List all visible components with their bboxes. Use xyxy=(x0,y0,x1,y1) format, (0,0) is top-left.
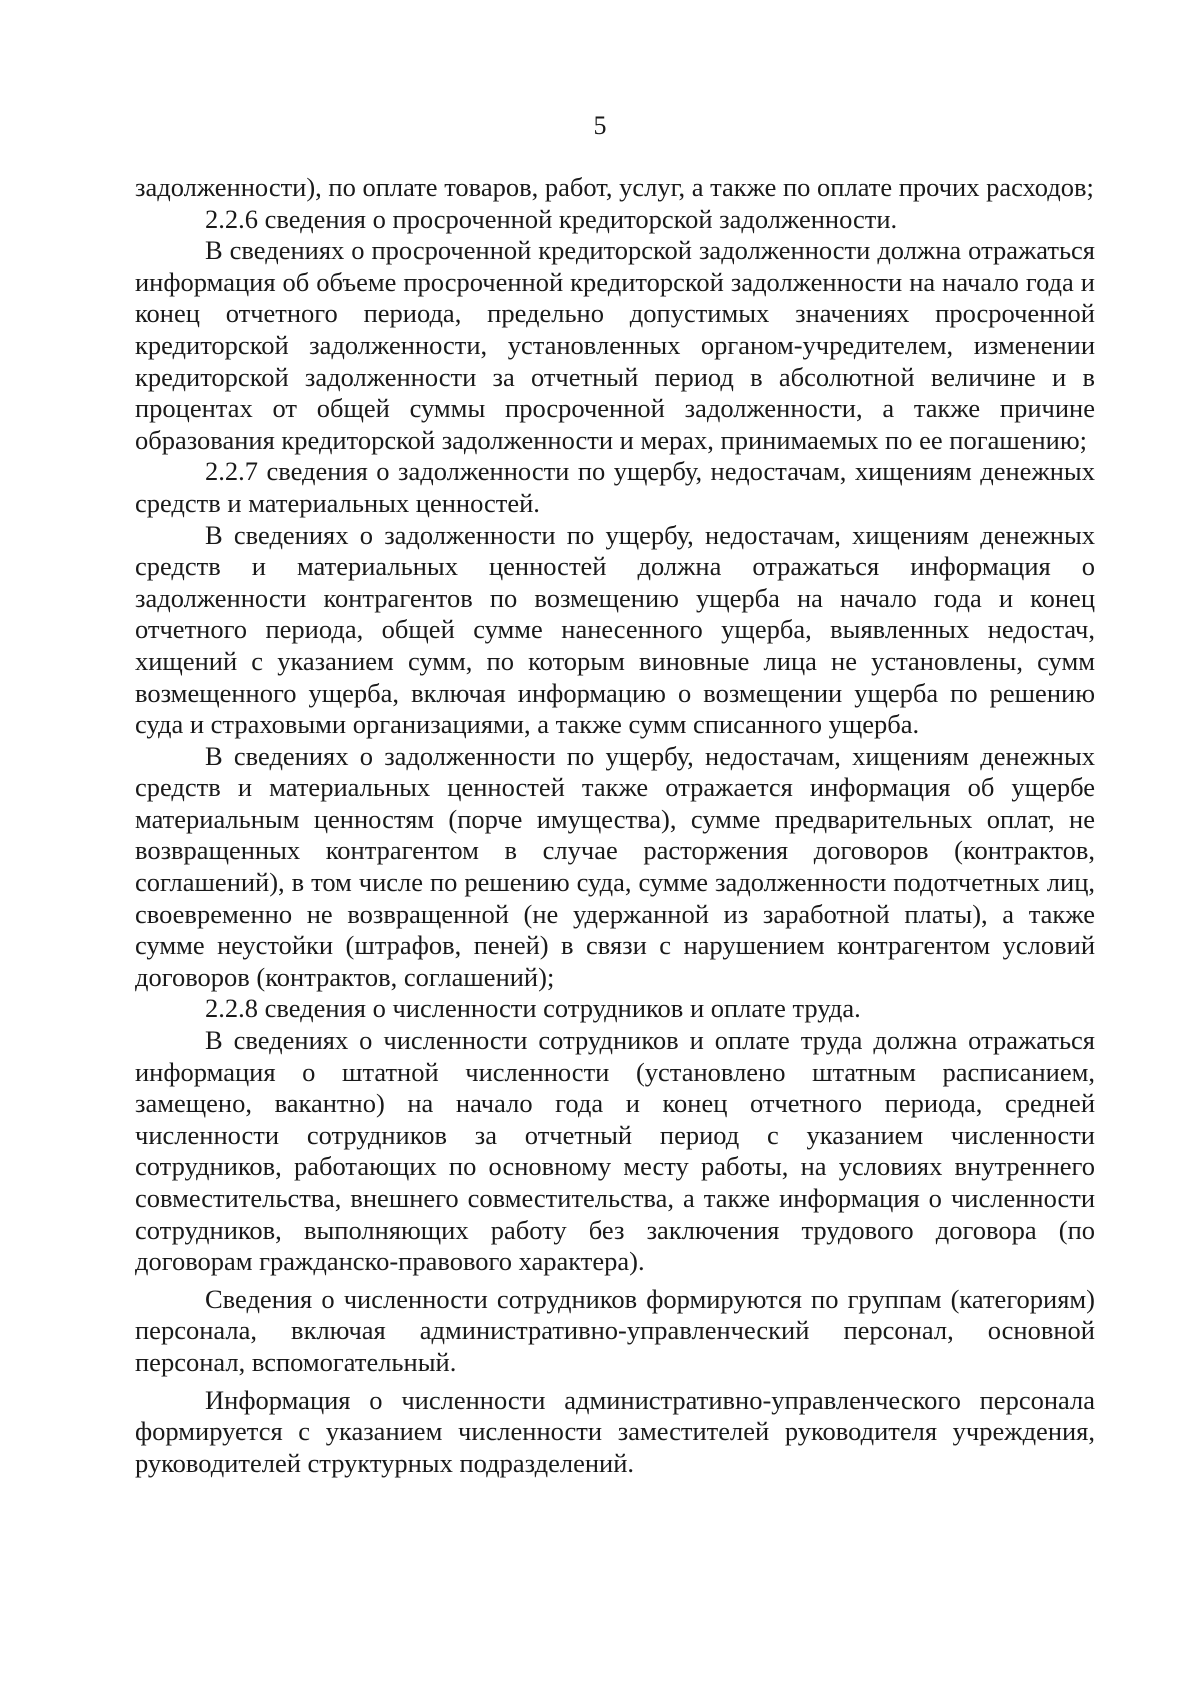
paragraph-heading-2-2-8: 2.2.8 сведения о численности сотрудников и оплате труда. xyxy=(205,993,861,1024)
page-number: 5 xyxy=(593,111,607,140)
paragraph-staff-groups: Сведения о численности сотрудников формируются по группам (категориям) персонала, включая административно-управленческий персонал, основной персонал, вспомогательный. xyxy=(135,1283,1095,1377)
paragraph-continuation: задолженности), по оплате товаров, работ, услуг, а также по оплате прочих расходов; xyxy=(135,172,1094,202)
paragraph-heading-2-2-6: 2.2.6 сведения о просроченной кредиторской задолженности. xyxy=(205,203,898,234)
paragraph-damage-debt-extra: В сведениях о задолженности по ущербу, недостачам, хищениям денежных средств и материальных ценностей также отражается информация об ущербе материальным ценностям (порче имущества), сумме предварительных оплат, не возвращенных контрагентом в случае расторжения договоров (контрактов, соглашений), в том числе по решению суда, сумме задолженности подотчетных лиц, своевременно не возвращенной (не удержанной из заработной платы), а также сумме неустойки (штрафов, пеней) в связи с нарушением контрагентом условий договоров (контрактов, соглашений); xyxy=(135,740,1095,992)
paragraph-damage-debt: В сведениях о задолженности по ущербу, недостачам, хищениям денежных средств и материальных ценностей должна отражаться информация о задолженности контрагентов по возмещению ущерба на начало года и конец отчетного периода, общей сумме нанесенного ущерба, выявленных недостач, хищений с указанием сумм, по которым виновные лица не установлены, сумм возмещенного ущерба, включая информацию о возмещении ущерба по решению суда и страховыми организациями, а также сумм списанного ущерба. xyxy=(135,519,1095,740)
paragraph-admin-staff: Информация о численности административно-управленческого персонала формируется с указанием численности заместителей руководителя учреждения, руководителей структурных подразделений. xyxy=(135,1384,1095,1478)
paragraph-overdue-payables: В сведениях о просроченной кредиторской задолженности должна отражаться информация об объеме просроченной кредиторской задолженности на начало года и конец отчетного периода, предельно допустимых значениях просроченной кредиторской задолженности, установленных органом-учредителем, изменении кредиторской задолженности за отчетный период в абсолютной величине и в процентах от общей суммы просроченной задолженности, а также причине образования кредиторской задолженности и мерах, принимаемых по ее погашению; xyxy=(135,235,1095,455)
paragraph-staff-numbers: В сведениях о численности сотрудников и оплате труда должна отражаться информация о штатной численности (установлено штатным расписанием, замещено, вакантно) на начало года и конец отчетного периода, средней численности сотрудников за отчетный период с указанием численности сотрудников, работающих по основному месту работы, на условиях внутреннего совместительства, внешнего совместительства, а также информация о численности сотрудников, выполняющих работу без заключения трудового договора (по договорам гражданско-правового характера). xyxy=(135,1025,1095,1277)
paragraph-heading-2-2-7: 2.2.7 сведения о задолженности по ущербу, недостачам, хищениям денежных средств и материальных ценностей. xyxy=(135,456,1095,518)
document-body xyxy=(135,172,1095,1479)
